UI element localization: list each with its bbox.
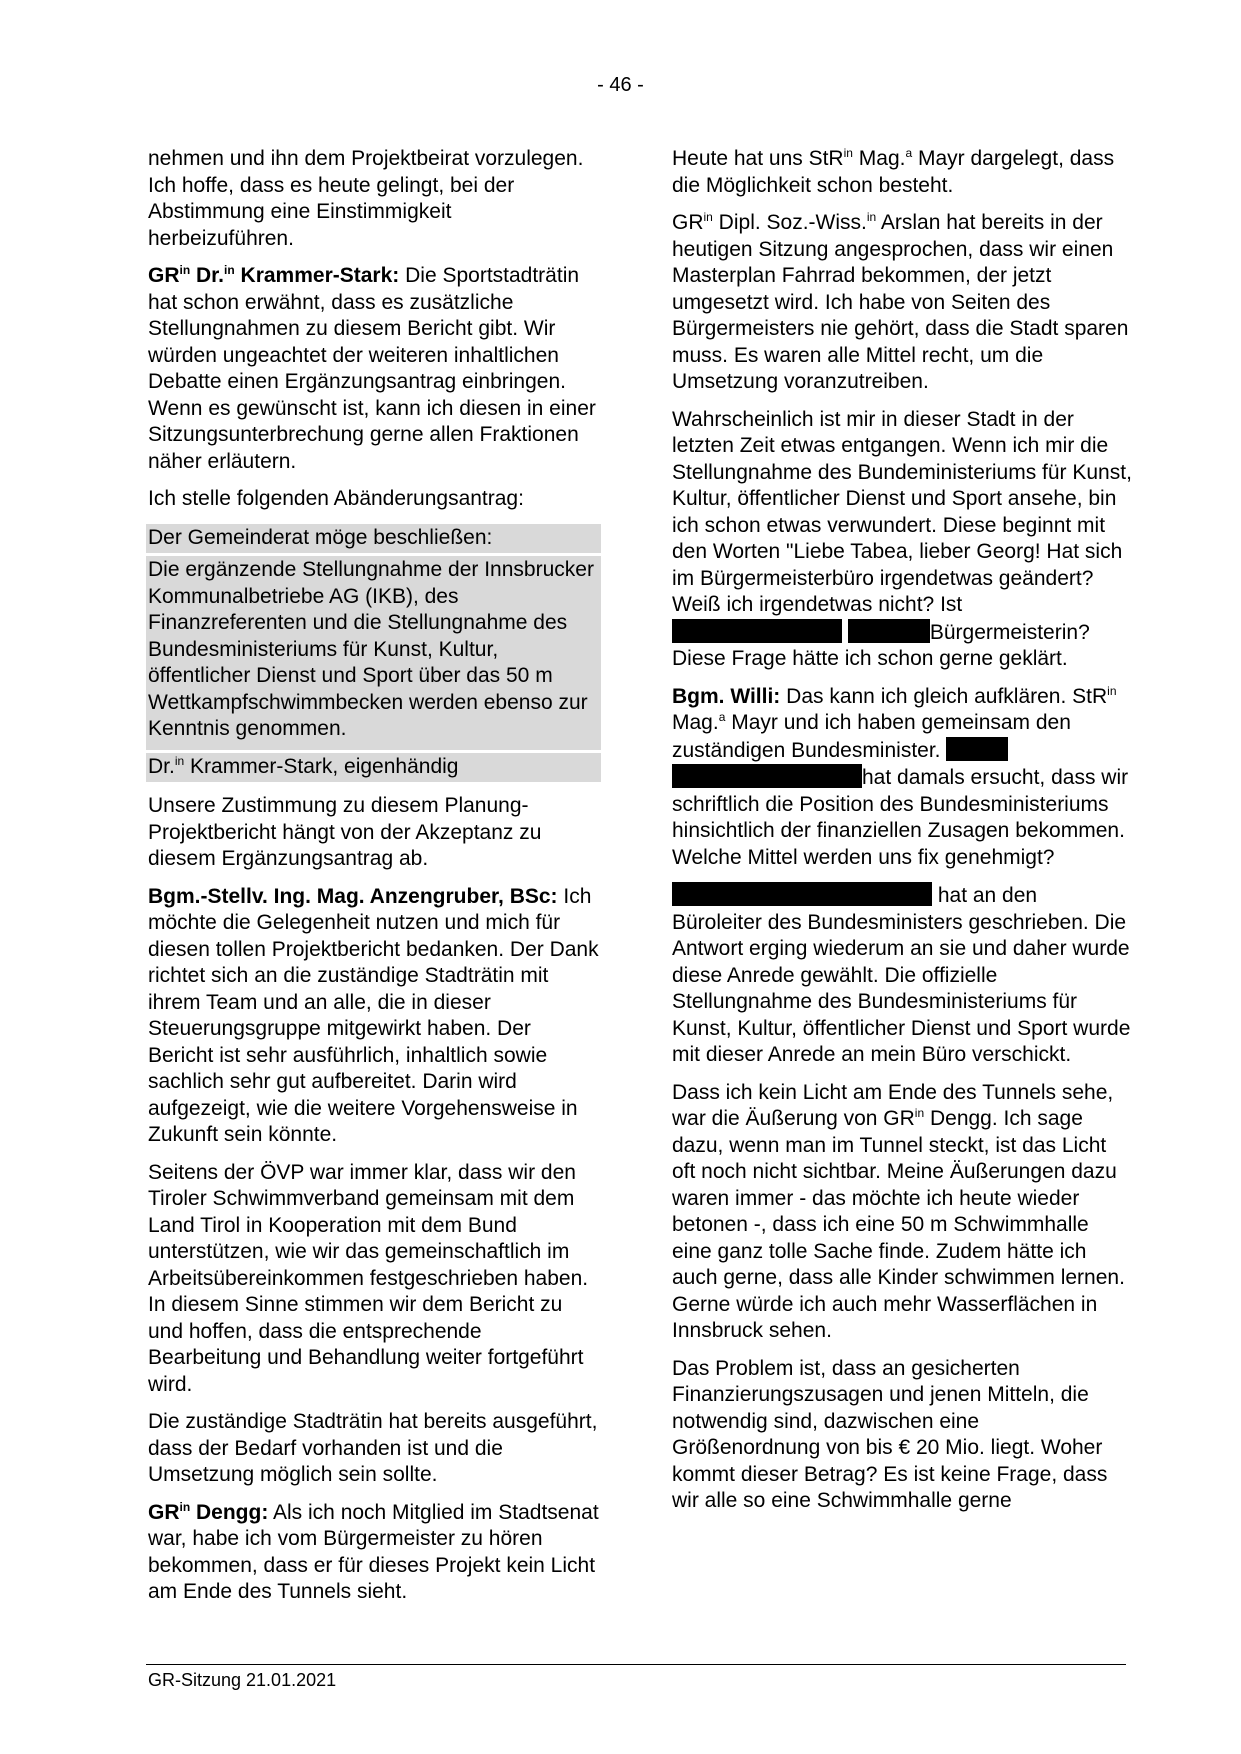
speech-text: Die Sportstadträtin hat schon erwähnt, dass es zusätzliche Stellungnahmen zu diesem Bericht gibt. Wir würden ungeachtet der weiteren inhaltlichen Debatte einen Ergänzungsantrag einbringen. Wenn es gewünscht ist, kann ich diesen in einer Sitzungsunterbrechung gerne allen Fraktionen näher erläutern. [148,264,596,473]
paragraph: Die zuständige Stadträtin hat bereits ausgeführt, dass der Bedarf vorhanden ist und die Umsetzung möglich sein sollte. [148,1410,598,1486]
paragraph: Unsere Zustimmung zu diesem Planung-Projektbericht hängt von der Akzeptanz zu diesem Ergänzungsantrag ab. [148,794,542,870]
footer-text: GR-Sitzung 21.01.2021 [148,1670,337,1690]
paragraph: Seitens der ÖVP war immer klar, dass wir den Tiroler Schwimmverband gemeinsam mit dem Land Tirol in Kooperation mit dem Bund unterstützen, wie wir das gemeinschaftlich im Arbeitsübereinkommen festgeschrieben haben. In diesem Sinne stimmen wir dem Bericht zu und hoffen, dass die entsprechende Bearbeitung und Behandlung weiter fortgeführt wird. [148,1160,589,1396]
paragraph: Ich stelle folgenden Abänderungsantrag: [148,487,524,510]
paragraph: Dass ich kein Licht am Ende des Tunnels sehe, war die Äußerung von $GR^{in}$ Dengg. Ich sage dazu, wenn man im Tunnel steckt, ist das Licht oft noch nicht sichtbar. Meine Äußerungen dazu waren immer - das möchte ich heute wieder betonen -, dass ich eine 50 m Schwimmhalle eine ganz tolle Sache finde. Zudem hätte ich auch gerne, dass alle Kinder schwimmen lernen. Gerne würde ich auch mehr Wasserflächen in Innsbruck sehen. [672,1080,1125,1342]
paragraph: Wahrscheinlich ist mir in dieser Stadt in der letzten Zeit etwas entgangen. Wenn ich mir die Stellungnahme des Bundeministeriums für Kunst, Kultur, öffentlicher Dienst und Sport ansehe, bin ich schon etwas verwundert. Diese beginnt mit den Worten "Liebe Tabea, lieber Georg! Hat sich im Bürgermeisterbüro irgendetwas geändert? Weiß ich irgendetwas nicht? Ist Bürgermeisterin? Diese Frage hätte ich schon gerne geklärt. [672,407,1132,670]
motion-intro: Der Gemeinderat möge beschließen: [146,524,601,554]
speech-anzengruber [148,884,600,1149]
speech-krammer-stark [148,263,600,475]
footer-rule [146,1664,1126,1665]
left-column [148,146,600,1617]
redaction-block [672,619,842,643]
paragraph: $GR^{in}$ Dipl. Soz.-Wiss.$^{in}$ Arslan hat bereits in der heutigen Sitzung angesprochen, dass wir einen Masterplan Fahrrad bekommen, der jetzt umgesetzt wird. Ich habe von Seiten des Bürgermeisters nie gehört, dass die Stadt sparen muss. Es waren alle Mittel recht, um die Umsetzung voranzutreiben. [672,210,1129,393]
redaction-block [672,764,862,788]
paragraph: hat an den Büroleiter des Bundesministers geschrieben. Die Antwort erging wiederum an sie und daher wurde diese Anrede gewählt. Die offizielle Stellungnahme des Bundesministeriums für Kunst, Kultur, öffentlicher Dienst und Sport wurde mit dieser Anrede an mein Büro verschickt. [672,884,1131,1066]
motion-signature: Dr.$^{in}$ Krammer-Stark, eigenhändig [146,753,601,783]
speech-willi: Bgm. Willi: Das kann ich gleich aufklären. StR$^{in}$ Mag.$^a$ Mayr und ich haben gemeinsam den zuständigen Bundesminister. hat damals ersucht, dass wir schriftlich die Position des Bundesministeriums hinsichtlich der finanziellen Zusagen bekommen. Welche Mittel werden uns fix genehmigt? [672,683,1129,869]
redaction-block [848,619,930,643]
motion-box [146,524,601,783]
page-number: - 46 - [597,74,644,96]
paragraph: Das Problem ist, dass an gesicherten Finanzierungszusagen und jenen Mitteln, die notwendig sind, dazwischen eine Größenordnung von bis € 20 Mio. liegt. Woher kommt dieser Betrag? Es ist keine Frage, dass wir alle so eine Schwimmhalle gerne [672,1356,1108,1512]
speech-text: Ich möchte die Gelegenheit nutzen und mich für diesen tollen Projektbericht bedanken. Der Dank richtet sich an die zuständige Stadträtin mit ihrem Team und an alle, die in dieser Steuerungsgruppe mitgewirkt haben. Der Bericht ist sehr ausführlich, inhaltlich sowie sachlich sehr gut aufbereitet. Darin wird aufgezeigt, wie die weitere Vorgehensweise in Zukunft sein könnte. [148,884,599,1146]
speech-dengg [148,1500,600,1606]
speaker-name: $GR^{in}$ Dengg: [148,1499,269,1524]
paragraph: nehmen und ihn dem Projektbeirat vorzulegen. Ich hoffe, dass es heute gelingt, bei der Abstimmung eine Einstimmigkeit herbeizuführen. [148,147,584,250]
speaker-name: Bgm. Willi: [672,684,781,708]
right-column [672,146,1132,1526]
redaction-block [946,737,1008,761]
speech-text: Als ich noch Mitglied im Stadtsenat war, habe ich vom Bürgermeister zu hören bekommen, dass er für dieses Projekt kein Licht am Ende des Tunnels sieht. [148,1500,599,1603]
speaker-name: Bgm.-Stellv. Ing. Mag. Anzengruber, BSc: [148,884,558,908]
paragraph: Heute hat uns StR$^{in}$ Mag.$^a$ Mayr dargelegt, dass die Möglichkeit schon besteht. [672,146,1115,197]
motion-body: Die ergänzende Stellungnahme der Innsbrucker Kommunalbetriebe AG (IKB), des Finanzreferenten und die Stellungnahme des Bundesministeriums für Kunst, Kultur, öffentlicher Dienst und Sport über das 50 m Wettkampfschwimmbecken werden ebenso zur Kenntnis genommen. [146,556,601,750]
speaker-name: $GR^{in}$ Dr.$^{in}$ Krammer-Stark: [148,263,400,287]
redaction-block [672,882,932,906]
